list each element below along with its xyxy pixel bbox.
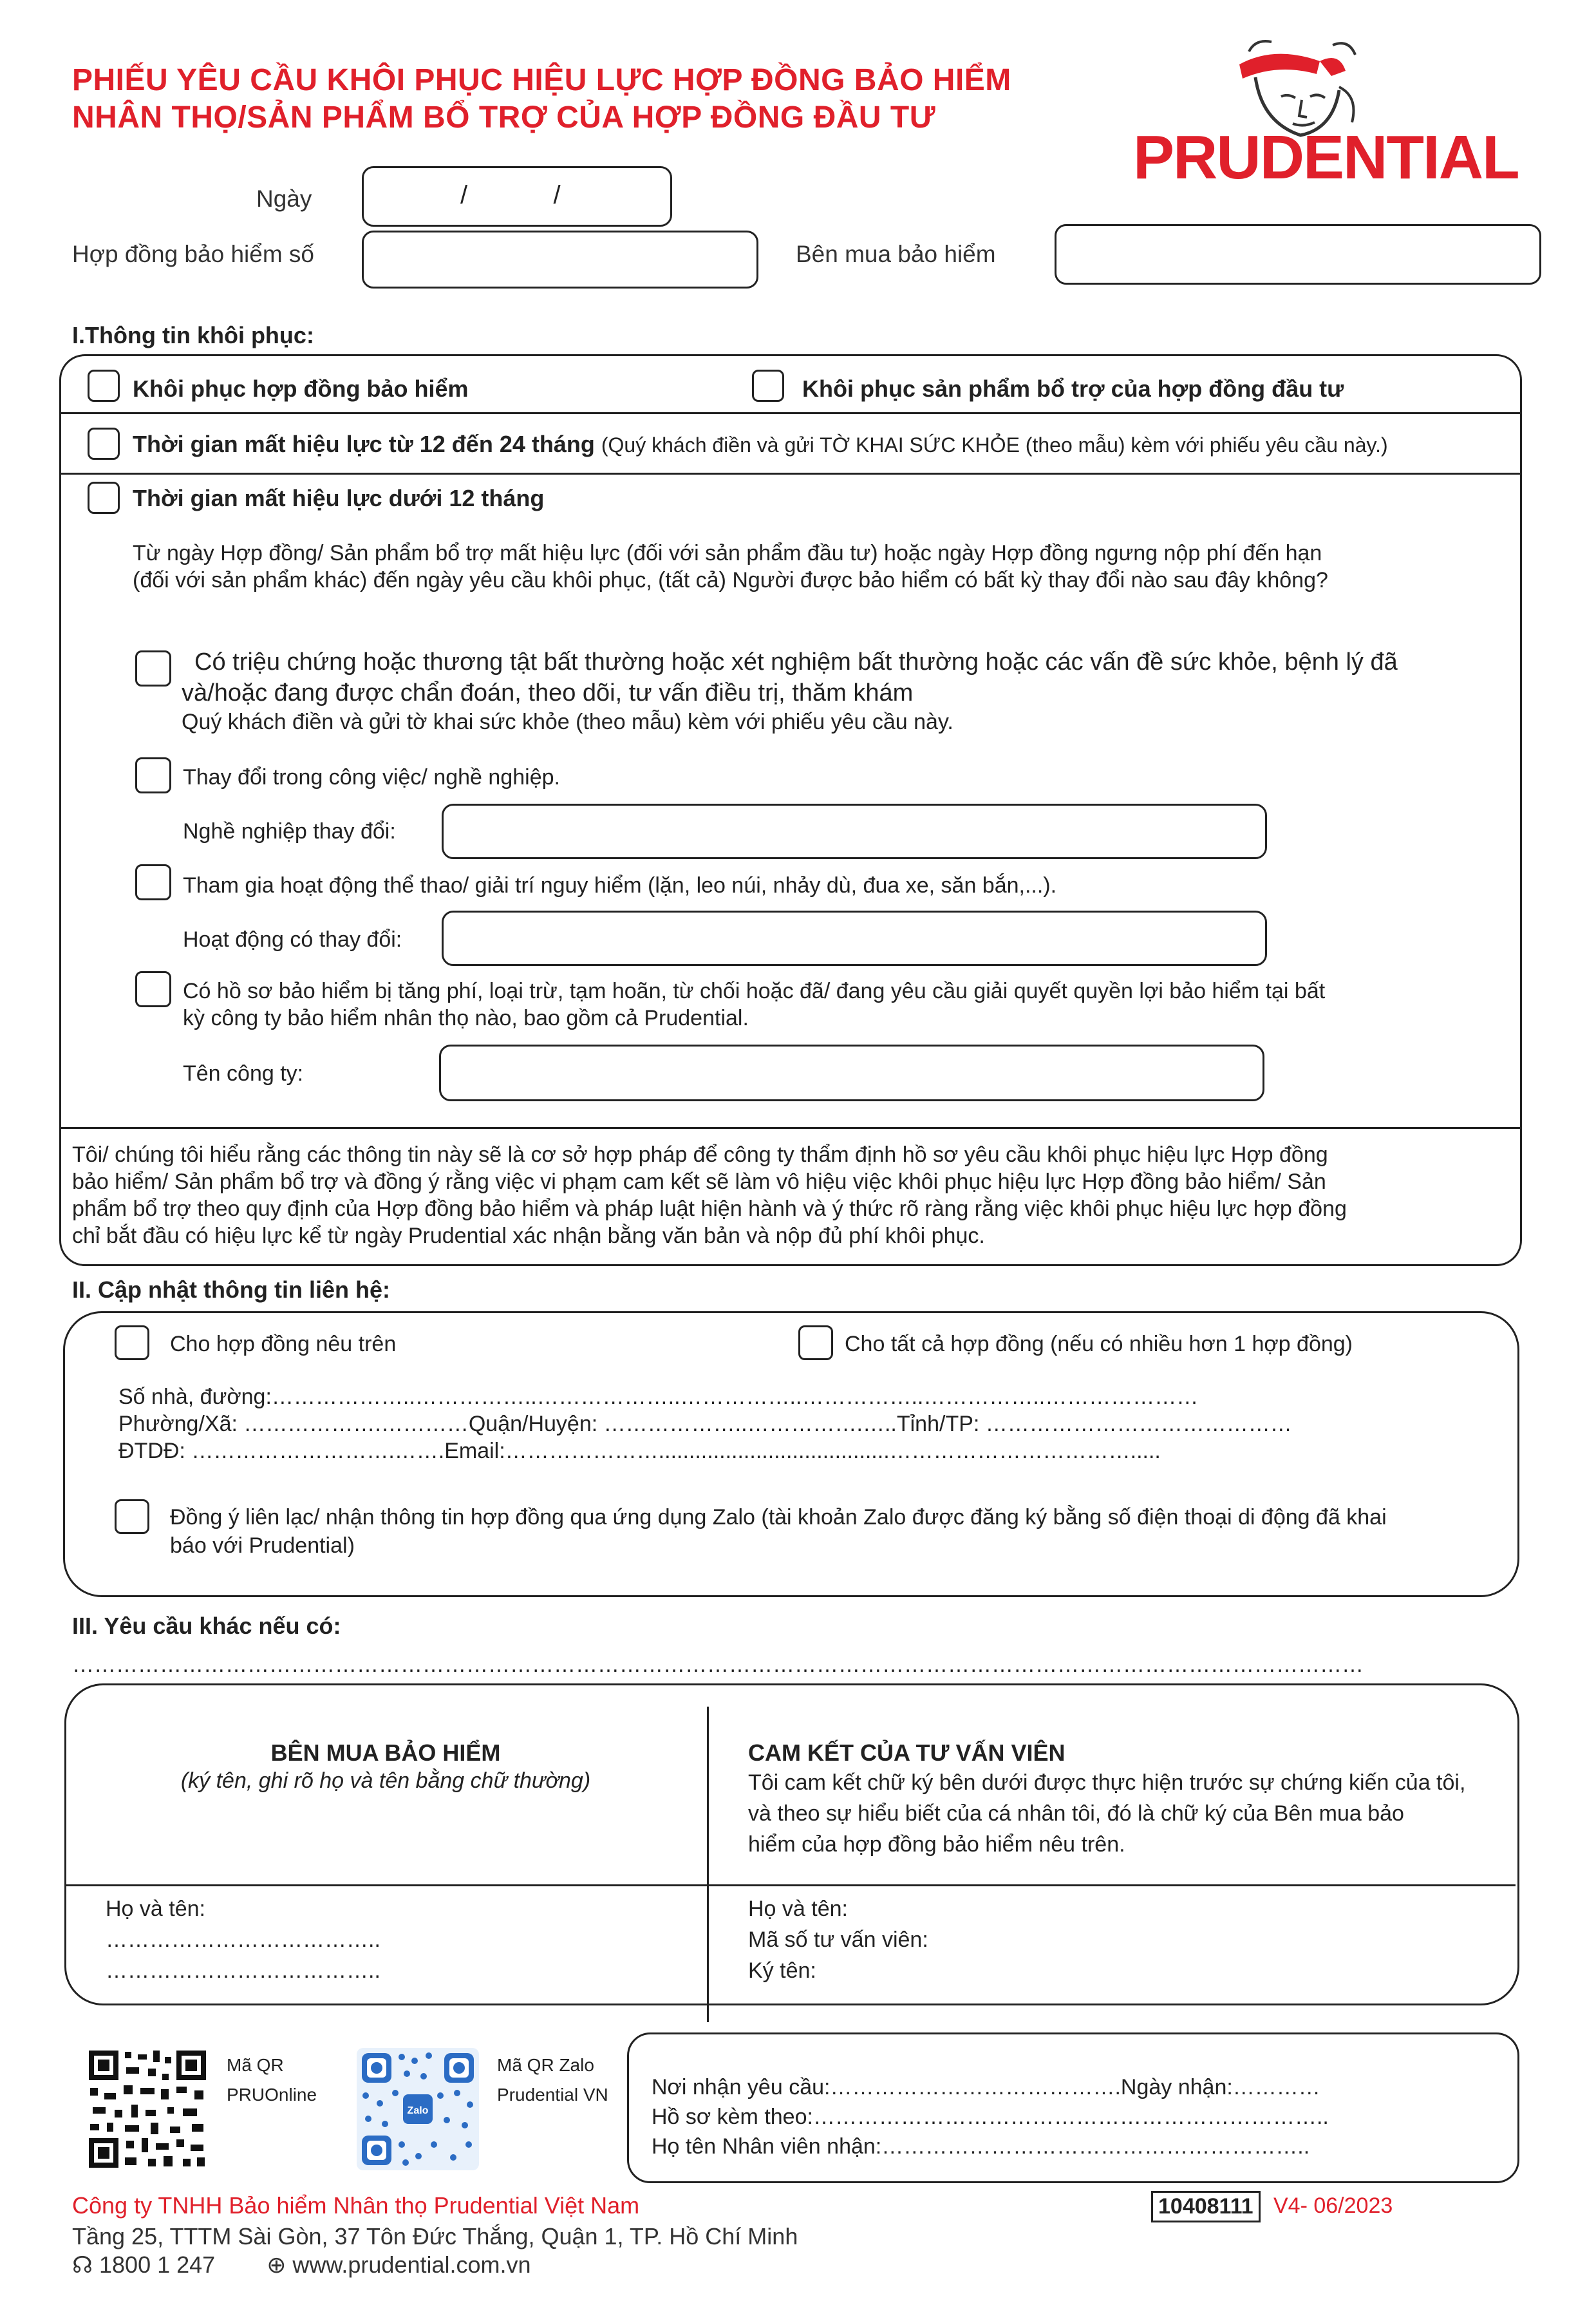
receive-place-date-line[interactable]: Nơi nhận yêu cầu:………………………………….Ngày nhận:………… <box>652 2075 1320 2099</box>
change-question-line-2: (đối với sản phẩm khác) đến ngày yêu cầu khôi phục, (tất cả) Người được bảo hiểm có bất kỳ thay đổi nào sau đây không? <box>133 568 1328 592</box>
lapse-under-12-label: Thời gian mất hiệu lực dưới 12 tháng <box>133 485 545 511</box>
company-name: Công ty TNHH Bảo hiểm Nhân thọ Prudential Việt Nam <box>72 2192 640 2219</box>
policy-buyer-label: Bên mua bảo hiểm <box>796 241 996 267</box>
job-change-checkbox[interactable] <box>135 757 171 793</box>
date-label: Ngày <box>256 185 312 212</box>
zalo-consent-line-2: báo với Prudential) <box>170 1533 355 1558</box>
dangerous-sport-label: Tham gia hoạt động thể thao/ giải trí nguy hiểm (lặn, leo núi, nhảy dù, đua xe, săn bắn,...). <box>183 873 1057 898</box>
qr2-label-1: Mã QR Zalo <box>497 2055 594 2075</box>
contact-all-policies-label: Cho tất cả hợp đồng (nếu có nhiều hơn 1 hợp đồng) <box>845 1332 1353 1356</box>
buyer-title: BÊN MUA BẢO HIỂM <box>270 1739 501 1766</box>
signature-divider-horizontal <box>64 1884 1516 1886</box>
signature-divider-vertical <box>707 1707 709 2022</box>
buyer-name-line-1[interactable]: ……………………………….. <box>106 1928 380 1952</box>
divider <box>59 1127 1522 1129</box>
job-changed-label: Nghề nghiệp thay đổi: <box>183 819 396 844</box>
title-line-1: PHIẾU YÊU CẦU KHÔI PHỤC HIỆU LỰC HỢP ĐỒNG BẢO HIỂM <box>72 63 1011 97</box>
health-change-checkbox[interactable] <box>135 650 171 687</box>
policy-buyer-field[interactable] <box>1055 224 1541 285</box>
zalo-consent-checkbox[interactable] <box>115 1499 149 1534</box>
declaration-line-3: phẩm bổ trợ theo quy định của Hợp đồng bảo hiểm và pháp luật hiện hành và ý thức rõ ràng rằng việc khôi phục hiệu lực hợp đồng <box>72 1197 1347 1221</box>
declaration-line-2: bảo hiểm/ Sản phẩm bổ trợ và đồng ý rằng việc vi phạm cam kết sẽ làm vô hiệu việc khôi phục hiệu lực Hợp đồng bảo hiểm/ Sản <box>72 1170 1326 1194</box>
company-name-field[interactable] <box>439 1045 1264 1101</box>
zalo-consent-text <box>170 1503 1387 1560</box>
receipt-block <box>652 2072 1329 2161</box>
activity-changed-field[interactable] <box>442 911 1267 966</box>
contact-this-policy-checkbox[interactable] <box>115 1325 149 1360</box>
svg-text:Zalo: Zalo <box>407 2105 429 2116</box>
contact-this-policy-label: Cho hợp đồng nêu trên <box>170 1332 397 1356</box>
pruonline-qr-caption <box>227 2051 317 2110</box>
section-3-title: III. Yêu cầu khác nếu có: <box>72 1613 341 1639</box>
website-link[interactable]: www.prudential.com.vn <box>292 2251 531 2278</box>
date-field[interactable] <box>362 166 672 227</box>
insurance-record-text <box>183 978 1325 1032</box>
agent-commitment <box>748 1739 1508 1860</box>
brand-wordmark: PRUDENTIAL <box>1133 123 1519 192</box>
zalo-consent-line-1: Đồng ý liên lạc/ nhận thông tin hợp đồng qua ứng dụng Zalo (tài khoản Zalo được đăng ký bằng số điện thoại di động đã khai <box>170 1505 1387 1530</box>
agent-line-1: Tôi cam kết chữ ký bên dưới được thực hiện trước sự chứng kiến của tôi, <box>748 1770 1466 1795</box>
contact-address-block <box>118 1383 1292 1464</box>
company-name-label: Tên công ty: <box>183 1061 304 1086</box>
qr1-label-1: Mã QR <box>227 2055 284 2075</box>
agent-name-label: Họ và tên: <box>748 1897 848 1921</box>
address-line[interactable]: Số nhà, đường:………………..……………..………………..……………..……………..……………..………………… <box>118 1385 1199 1409</box>
qr2-label-2: Prudential VN <box>497 2085 608 2105</box>
section-2-title: II. Cập nhật thông tin liên hệ: <box>72 1276 390 1303</box>
divider <box>59 473 1522 475</box>
contact-all-policies-checkbox[interactable] <box>798 1325 833 1360</box>
policy-number-label: Hợp đồng bảo hiểm số <box>72 241 314 267</box>
job-changed-field[interactable] <box>442 804 1267 859</box>
declaration-line-4: chỉ bắt đầu có hiệu lực kể từ ngày Prudential xác nhận bằng văn bản và nộp đủ phí khôi phục. <box>72 1224 985 1248</box>
company-address: Tầng 25, TTTM Sài Gòn, 37 Tôn Đức Thắng, Quận 1, TP. Hồ Chí Minh <box>72 2223 798 2250</box>
agent-code-label: Mã số tư vấn viên: <box>748 1928 928 1952</box>
buyer-name-block <box>106 1893 380 1986</box>
restore-policy-label: Khôi phục hợp đồng bảo hiểm <box>133 375 469 402</box>
attached-documents-line[interactable]: Hồ sơ kèm theo:…………………………………………………………….. <box>652 2105 1329 2129</box>
lapse-12-24-row <box>133 430 1388 459</box>
buyer-name-label: Họ và tên: <box>106 1897 205 1921</box>
hotline: 1800 1 247 <box>99 2251 216 2278</box>
lapse-under-12-checkbox[interactable] <box>88 482 120 514</box>
lapse-12-24-checkbox[interactable] <box>88 428 120 460</box>
agent-line-2: và theo sự hiểu biết của cá nhân tôi, đó là chữ ký của Bên mua bảo <box>748 1801 1404 1826</box>
insurance-record-line-1: Có hồ sơ bảo hiểm bị tăng phí, loại trừ, tạm hoãn, từ chối hoặc đã/ đang yêu cầu giải quyết quyền lợi bảo hiểm tại bất <box>183 979 1326 1003</box>
buyer-note: (ký tên, ghi rõ họ và tên bằng chữ thường) <box>180 1768 591 1793</box>
date-separators: / / <box>460 181 561 209</box>
form-version: V4- 06/2023 <box>1273 2193 1393 2218</box>
agent-line-3: hiểm của hợp đồng bảo hiểm nêu trên. <box>748 1832 1125 1857</box>
policy-number-field[interactable] <box>362 231 758 289</box>
prudential-logo <box>1127 26 1519 192</box>
buyer-name-line-2[interactable]: ……………………………….. <box>106 1958 380 1983</box>
receiver-name-line[interactable]: Họ tên Nhân viên nhận:………………………………………………….. <box>652 2134 1310 2159</box>
lapse-12-24-note: (Quý khách điền và gửi TỜ KHAI SỨC KHỎE (theo mẫu) kèm với phiếu yêu cầu này.) <box>601 433 1388 457</box>
declaration-line-1: Tôi/ chúng tôi hiểu rằng các thông tin này sẽ là cơ sở hợp pháp để công ty thẩm định hồ sơ yêu cầu khôi phục hiệu lực Hợp đồng <box>72 1142 1328 1167</box>
health-change-line-1: Có triệu chứng hoặc thương tật bất thường hoặc xét nghiệm bất thường hoặc các vấn đề sức khỏe, bệnh lý đã <box>194 649 1398 676</box>
contact-row <box>72 2251 531 2278</box>
restore-policy-checkbox[interactable] <box>88 370 120 402</box>
insurance-record-line-2: kỳ công ty bảo hiểm nhân thọ nào, bao gồm cả Prudential. <box>183 1006 749 1030</box>
restore-rider-checkbox[interactable] <box>752 370 784 402</box>
agent-sign-label: Ký tên: <box>748 1958 816 1983</box>
other-request-line[interactable]: …………………………………………………………………………………………………………………………………………………………… <box>72 1653 1364 1677</box>
job-change-label: Thay đổi trong công việc/ nghề nghiệp. <box>183 765 560 790</box>
phone-email-line[interactable]: ĐTDĐ: ……………………….…….Email:…………………......................................……………………………..... <box>118 1439 1161 1463</box>
pruonline-qr-code <box>86 2048 209 2170</box>
health-change-line-2: và/hoặc đang được chẩn đoán, theo dõi, tư vấn điều trị, thăm khám <box>182 679 914 706</box>
restore-rider-label: Khôi phục sản phẩm bổ trợ của hợp đồng đầu tư <box>802 375 1344 402</box>
lapse-12-24-label: Thời gian mất hiệu lực từ 12 đến 24 tháng <box>133 431 595 457</box>
declaration-text <box>72 1141 1347 1249</box>
section-1-title: I.Thông tin khôi phục: <box>72 322 314 348</box>
agent-title: CAM KẾT CỦA TƯ VẤN VIÊN <box>748 1739 1066 1766</box>
activity-changed-label: Hoạt động có thay đổi: <box>183 927 402 952</box>
dangerous-sport-checkbox[interactable] <box>135 864 171 900</box>
buyer-signature-header <box>64 1739 707 1794</box>
agent-fields-block <box>748 1893 928 1986</box>
divider <box>59 412 1522 414</box>
change-question-line-1: Từ ngày Hợp đồng/ Sản phẩm bổ trợ mất hiệu lực (đối với sản phẩm đầu tư) hoặc ngày Hợp đồng ngưng nộp phí đến hạn <box>133 541 1322 565</box>
title-line-2: NHÂN THỌ/SẢN PHẨM BỔ TRỢ CỦA HỢP ĐỒNG ĐẦU TƯ <box>72 100 936 135</box>
zalo-qr-caption <box>497 2051 608 2110</box>
qr1-label-2: PRUOnline <box>227 2085 317 2105</box>
zalo-qr-code <box>357 2048 479 2170</box>
globe-icon: ⊕ <box>267 2251 286 2278</box>
form-code: 10408111 <box>1151 2191 1261 2222</box>
insurance-record-checkbox[interactable] <box>135 971 171 1007</box>
headset-icon: ☊ <box>72 2251 93 2278</box>
ward-district-province-line[interactable]: Phường/Xã: ……………….…………Quận/Huyện: ………………..…………….…..Tỉnh/TP: …………………………………… <box>118 1412 1292 1436</box>
change-question <box>133 540 1328 594</box>
form-title <box>72 62 1011 137</box>
health-change-text <box>182 647 1398 735</box>
health-change-note: Quý khách điền và gửi tờ khai sức khỏe (theo mẫu) kèm với phiếu yêu cầu này. <box>182 710 953 734</box>
